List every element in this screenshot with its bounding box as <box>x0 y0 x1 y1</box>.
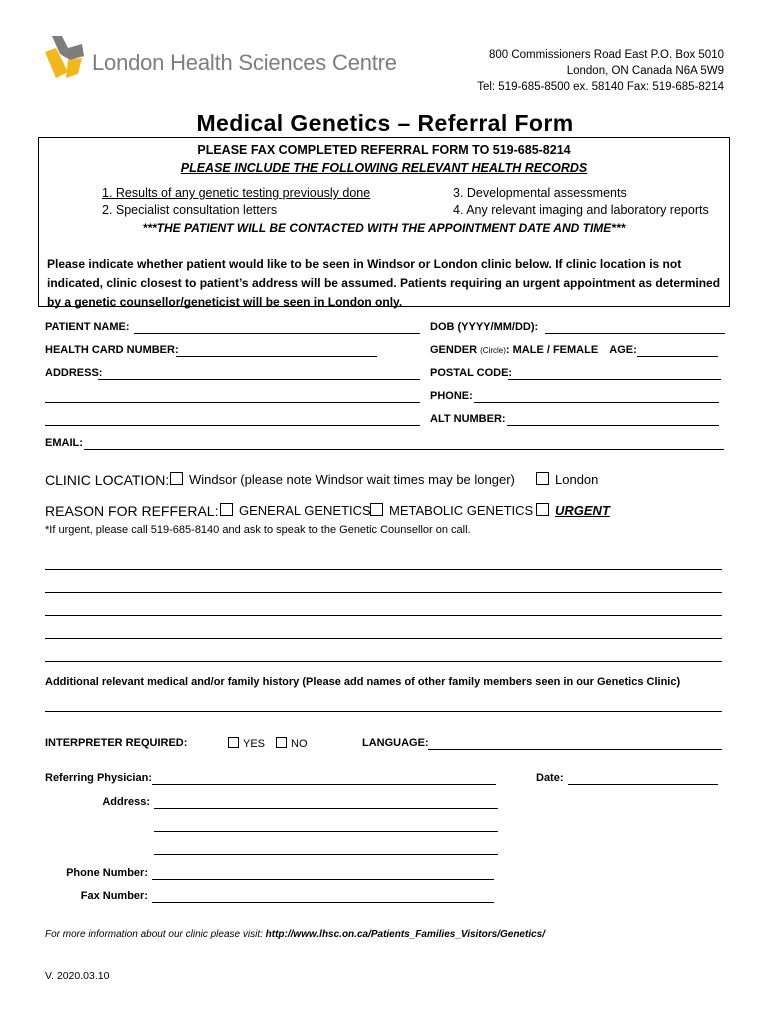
reason-line-4[interactable] <box>45 638 722 639</box>
gender-circle-hint: (Circle) <box>480 346 506 355</box>
dob-field[interactable] <box>545 333 725 334</box>
interpreter-yes-option[interactable] <box>228 737 265 750</box>
physician-fax-label: Fax Number: <box>80 890 148 902</box>
health-card-label: HEALTH CARD NUMBER: <box>45 344 179 356</box>
referring-physician-field[interactable] <box>152 784 496 785</box>
urgent-label: URGENT <box>555 503 610 518</box>
interpreter-no-option[interactable] <box>276 737 308 750</box>
clinic-info-text: For more information about our clinic please visit: <box>45 929 266 940</box>
windsor-option[interactable] <box>170 472 515 487</box>
reason-line-5[interactable] <box>45 661 722 662</box>
urgent-checkbox[interactable] <box>536 503 549 516</box>
physician-phone-label: Phone Number: <box>66 867 148 879</box>
address-field-line-1[interactable] <box>98 379 420 380</box>
urgent-note: *If urgent, please call 519-685-8140 and ask to speak to the Genetic Counsellor on call. <box>45 524 471 536</box>
history-field[interactable] <box>45 711 722 712</box>
general-genetics-label: GENERAL GENETICS <box>239 503 371 518</box>
date-field[interactable] <box>568 784 718 785</box>
phone-field[interactable] <box>474 402 719 403</box>
physician-address-line-1[interactable] <box>154 808 498 809</box>
general-genetics-checkbox[interactable] <box>220 503 233 516</box>
address-label: ADDRESS: <box>45 367 103 379</box>
address-line-3: Tel: 519-685-8500 ex. 58140 Fax: 519-685-8214 <box>477 81 724 93</box>
london-option[interactable] <box>536 472 598 487</box>
windsor-option-label: Windsor (please note Windsor wait times may be longer) <box>189 472 515 487</box>
form-title: Medical Genetics – Referral Form <box>196 110 574 136</box>
phone-label: PHONE: <box>430 390 473 402</box>
interpreter-yes-label: YES <box>243 738 266 750</box>
london-option-label: London <box>555 472 599 487</box>
language-field[interactable] <box>428 749 722 750</box>
gender-options[interactable]: : MALE / FEMALE <box>505 344 599 356</box>
org-address <box>477 47 724 95</box>
metabolic-genetics-checkbox[interactable] <box>370 503 383 516</box>
clinic-location-label: CLINIC LOCATION: <box>45 472 170 488</box>
language-label: LANGUAGE: <box>362 737 429 749</box>
physician-address-line-2[interactable] <box>154 831 498 832</box>
address-field-line-3[interactable] <box>45 425 420 426</box>
clinic-info-link[interactable]: http://www.lhsc.on.ca/Patients_Families_Visitors/Genetics/ <box>265 929 545 940</box>
interpreter-no-checkbox[interactable] <box>276 737 287 748</box>
dob-label: DOB (YYYY/MM/DD): <box>430 321 539 333</box>
interpreter-label: INTERPRETER REQUIRED: <box>45 737 188 749</box>
urgent-option[interactable] <box>536 503 610 518</box>
include-records-instruction: PLEASE INCLUDE THE FOLLOWING RELEVANT HEALTH RECORDS <box>180 161 588 175</box>
alt-number-field[interactable] <box>507 425 719 426</box>
form-version: V. 2020.03.10 <box>45 970 110 982</box>
reason-line-2[interactable] <box>45 592 722 593</box>
location-note: Please indicate whether patient would like to be seen in Windsor or London clinic below. If clinic location is not indicated, clinic closest to patient’s address will be assumed. Patients requiring an urgent appointment as determined by a genetic counsellor/geneticist will be seen in London only. <box>47 257 721 309</box>
address-line-2: London, ON Canada N6A 5W9 <box>566 65 724 77</box>
health-card-field[interactable] <box>176 356 377 357</box>
record-item-2: 2. Specialist consultation letters <box>102 203 278 217</box>
alt-number-label: ALT NUMBER: <box>430 413 506 425</box>
lhsc-logo-icon <box>42 34 84 80</box>
physician-fax-field[interactable] <box>152 902 494 903</box>
date-label: Date: <box>536 772 564 784</box>
org-name: London Health Sciences Centre <box>92 50 397 75</box>
instructions-box <box>38 137 730 307</box>
reason-line-3[interactable] <box>45 615 722 616</box>
address-field-line-2[interactable] <box>45 402 420 403</box>
address-line-1: 800 Commissioners Road East P.O. Box 5010 <box>488 49 724 61</box>
clinic-info <box>45 929 545 940</box>
patient-name-field[interactable] <box>134 333 420 334</box>
gender-label: GENDER <box>430 344 478 356</box>
history-label: Additional relevant medical and/or family history (Please add names of other family members seen in our Genetics Clinic) <box>45 676 681 688</box>
fax-instruction: PLEASE FAX COMPLETED REFERRAL FORM TO 519-685-8214 <box>197 143 571 157</box>
contact-note: ***THE PATIENT WILL BE CONTACTED WITH THE APPOINTMENT DATE AND TIME*** <box>142 221 626 235</box>
metabolic-genetics-label: METABOLIC GENETICS <box>389 503 534 518</box>
london-checkbox[interactable] <box>536 472 549 485</box>
interpreter-no-label: NO <box>291 738 308 750</box>
record-item-4: 4. Any relevant imaging and laboratory reports <box>453 203 709 217</box>
record-item-1: 1. Results of any genetic testing previously done <box>102 186 371 200</box>
referring-physician-label: Referring Physician: <box>45 772 152 784</box>
physician-address-label: Address: <box>102 796 150 808</box>
email-field[interactable] <box>84 449 724 450</box>
postal-code-field[interactable] <box>508 379 721 380</box>
metabolic-genetics-option[interactable] <box>370 503 533 518</box>
reason-label: REASON FOR REFFERAL: <box>45 503 219 519</box>
postal-code-label: POSTAL CODE: <box>430 367 513 379</box>
windsor-checkbox[interactable] <box>170 472 183 485</box>
patient-name-label: PATIENT NAME: <box>45 321 130 333</box>
age-field[interactable] <box>637 356 718 357</box>
general-genetics-option[interactable] <box>220 503 371 518</box>
email-label: EMAIL: <box>45 437 83 449</box>
physician-phone-field[interactable] <box>152 879 494 880</box>
gender-age-row <box>430 344 637 356</box>
record-item-3: 3. Developmental assessments <box>453 186 627 200</box>
physician-address-line-3[interactable] <box>154 854 498 855</box>
age-label: AGE: <box>609 344 637 356</box>
reason-line-1[interactable] <box>45 569 722 570</box>
interpreter-yes-checkbox[interactable] <box>228 737 239 748</box>
